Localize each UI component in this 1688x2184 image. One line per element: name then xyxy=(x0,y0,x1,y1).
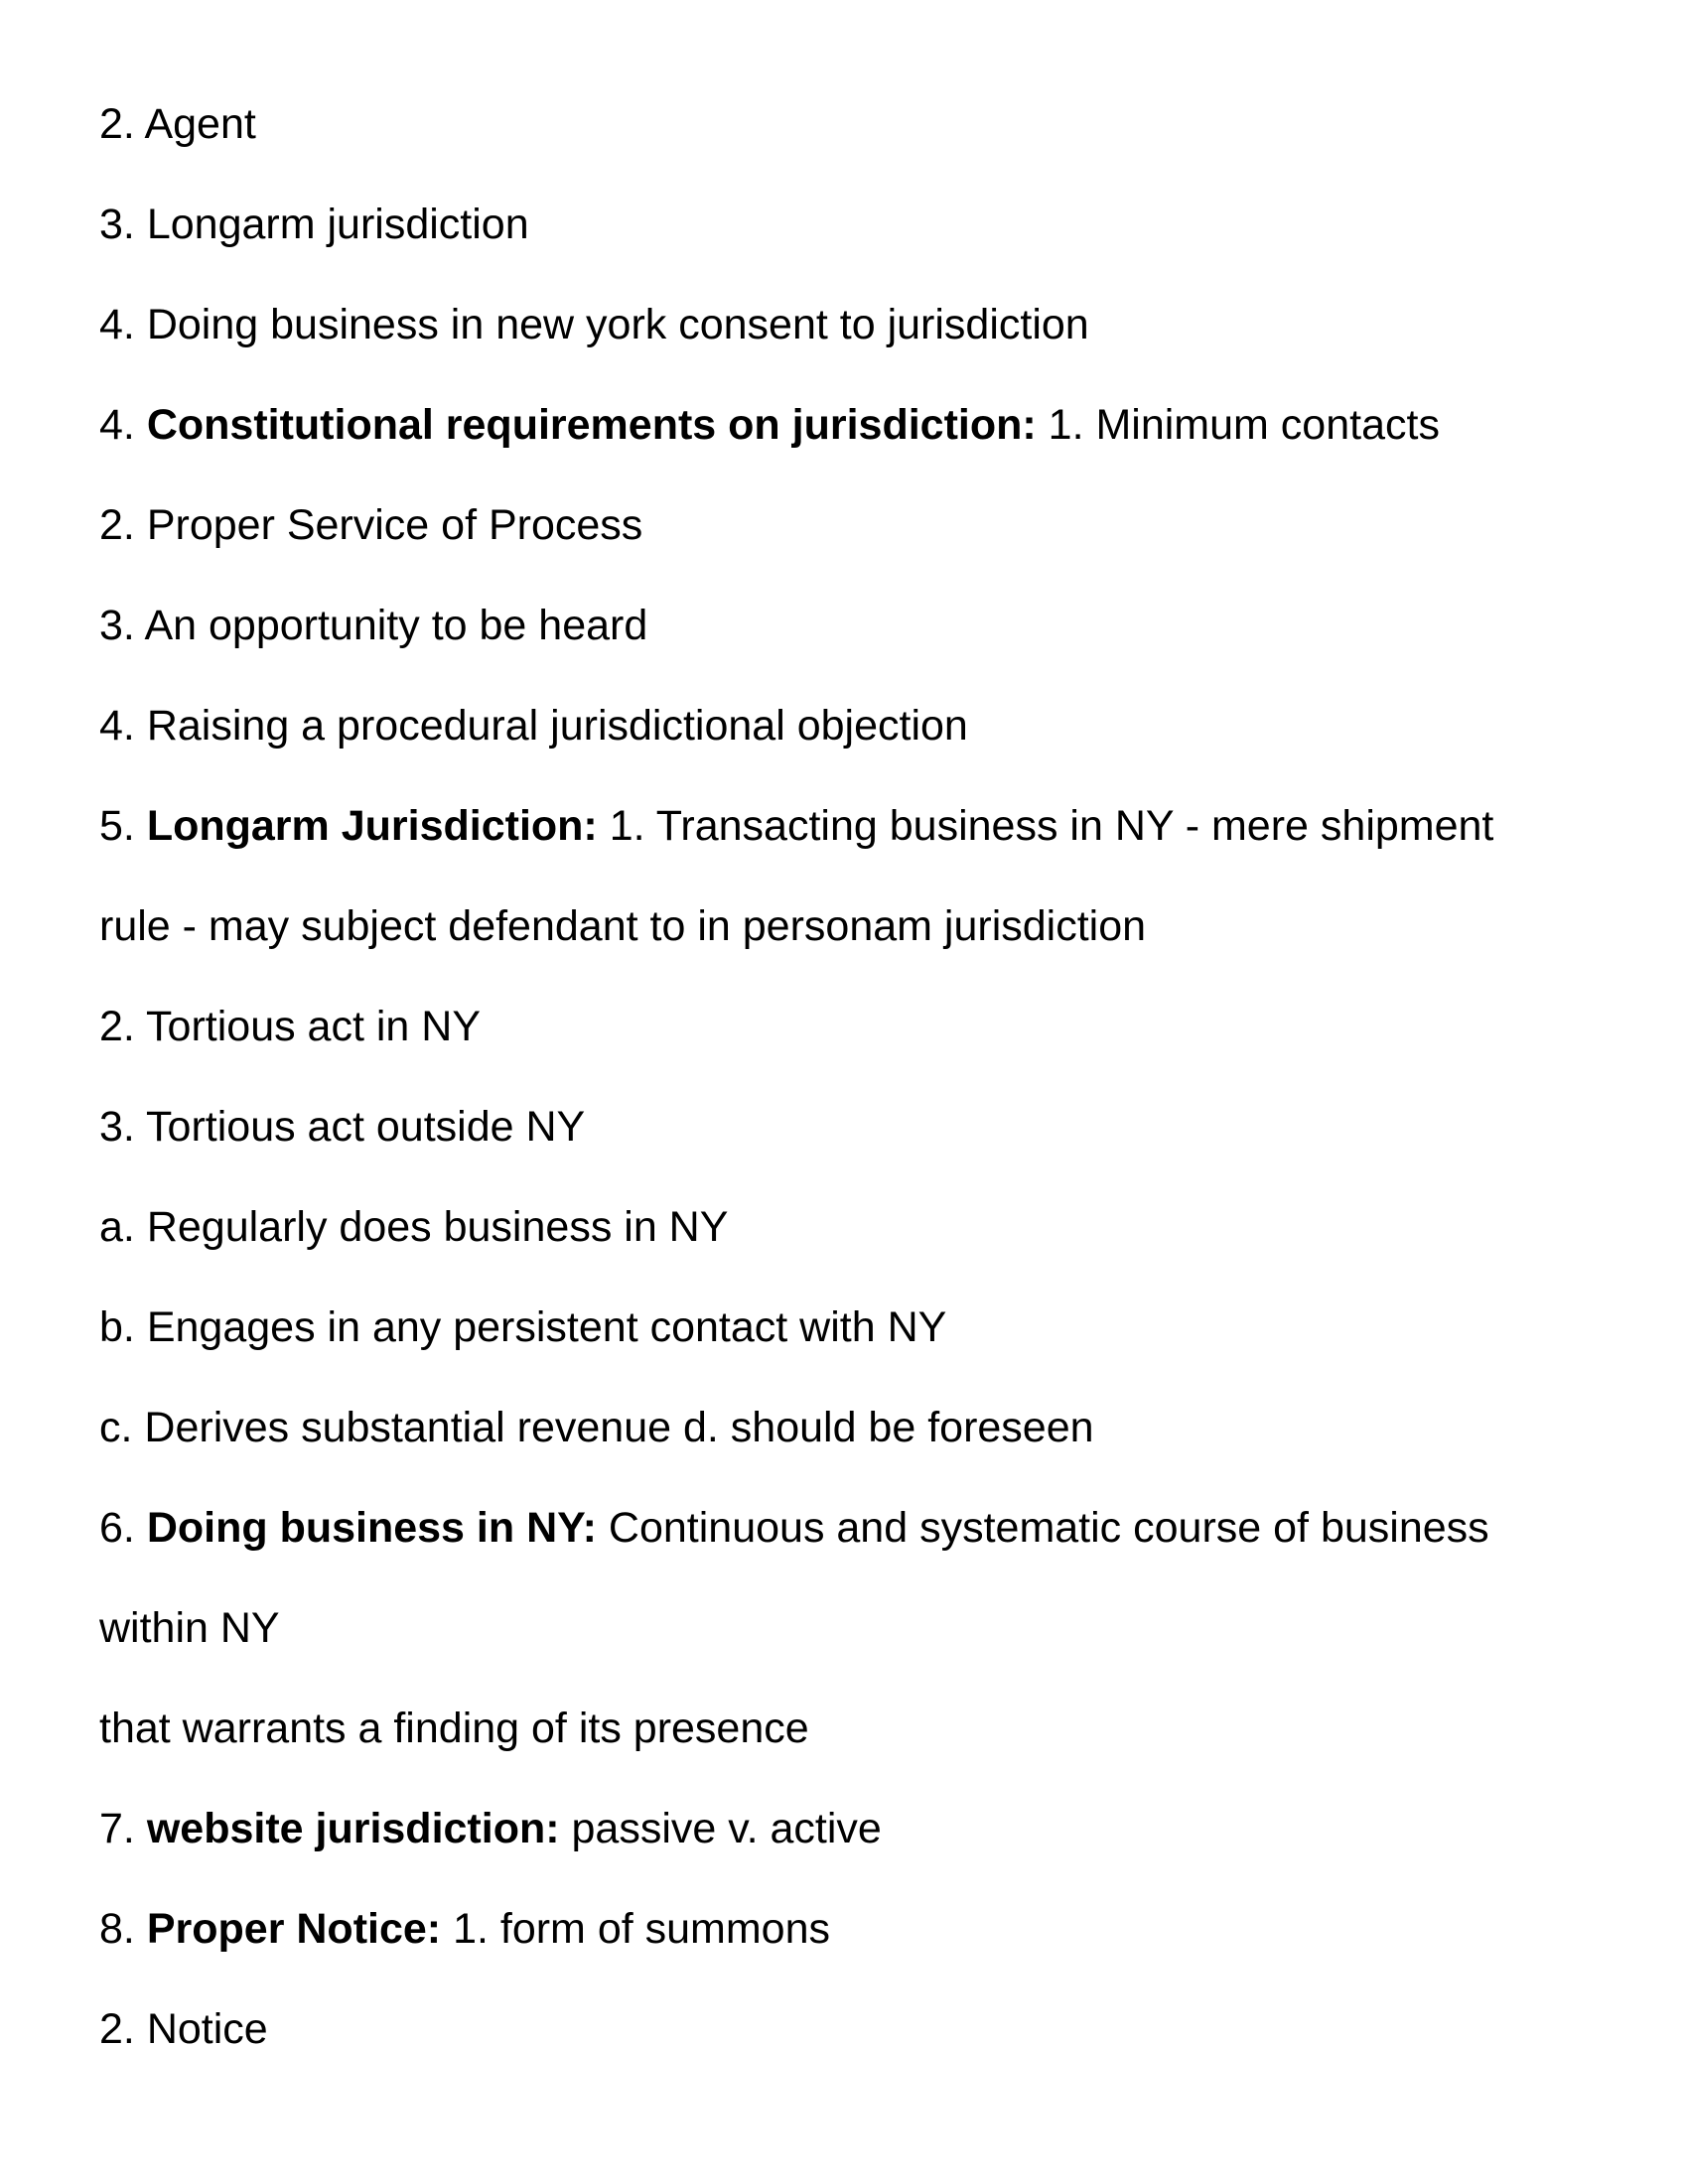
line-number: 3. xyxy=(99,602,135,649)
line-16 xyxy=(99,1602,280,1654)
line-text: Proper Service of Process xyxy=(146,501,643,549)
line-number: 7. xyxy=(99,1805,135,1852)
line-number: 2. xyxy=(99,2005,135,2053)
line-number: 4. xyxy=(99,301,135,348)
line-text: Agent xyxy=(144,100,256,148)
line-text: Derives substantial revenue d. should be foreseen xyxy=(144,1404,1094,1451)
line-text: 1. Minimum contacts xyxy=(1048,401,1440,449)
line-text: Tortious act outside NY xyxy=(146,1103,586,1151)
line-5 xyxy=(99,499,642,551)
line-text: Regularly does business in NY xyxy=(146,1203,729,1251)
line-12 xyxy=(99,1201,728,1253)
line-2 xyxy=(99,199,529,250)
line-number: 4. xyxy=(99,401,135,449)
line-9 xyxy=(99,900,1146,952)
line-4 xyxy=(99,399,1440,451)
line-11 xyxy=(99,1101,585,1153)
line-number: a. xyxy=(99,1203,135,1251)
line-14 xyxy=(99,1402,1094,1453)
line-text: Longarm jurisdiction xyxy=(146,201,529,248)
line-number: 2. xyxy=(99,1003,135,1050)
line-1 xyxy=(99,98,256,150)
line-15 xyxy=(99,1502,1489,1554)
line-text: Engages in any persistent contact with NY xyxy=(146,1303,947,1351)
line-number: 2. xyxy=(99,501,135,549)
line-13 xyxy=(99,1301,946,1353)
line-heading: Longarm Jurisdiction: xyxy=(146,802,598,850)
line-heading: Proper Notice: xyxy=(146,1905,442,1953)
line-text: An opportunity to be heard xyxy=(144,602,648,649)
line-heading: website jurisdiction: xyxy=(146,1805,560,1852)
line-text: 1. Transacting business in NY - mere shipment xyxy=(609,802,1494,850)
line-number: 5. xyxy=(99,802,135,850)
line-8 xyxy=(99,800,1493,852)
line-7 xyxy=(99,700,968,751)
line-number: b. xyxy=(99,1303,135,1351)
line-text: Doing business in new york consent to jurisdiction xyxy=(146,301,1089,348)
line-text: rule - may subject defendant to in personam jurisdiction xyxy=(99,902,1147,950)
line-text: Continuous and systematic course of business xyxy=(608,1504,1489,1552)
line-17 xyxy=(99,1703,809,1754)
line-text: passive v. active xyxy=(571,1805,882,1852)
line-6 xyxy=(99,600,647,651)
line-3 xyxy=(99,299,1089,350)
line-number: 6. xyxy=(99,1504,135,1552)
line-text: Raising a procedural jurisdictional objection xyxy=(146,702,968,750)
line-number: c. xyxy=(99,1404,133,1451)
line-number: 3. xyxy=(99,1103,135,1151)
line-19 xyxy=(99,1903,830,1955)
line-text: that warrants a finding of its presence xyxy=(99,1705,809,1752)
line-heading: Constitutional requirements on jurisdiction: xyxy=(146,401,1037,449)
line-18 xyxy=(99,1803,882,1854)
line-text: Tortious act in NY xyxy=(146,1003,482,1050)
line-number: 2. xyxy=(99,100,135,148)
line-number: 3. xyxy=(99,201,135,248)
line-heading: Doing business in NY: xyxy=(146,1504,597,1552)
line-text: Notice xyxy=(146,2005,268,2053)
line-20 xyxy=(99,2003,268,2055)
line-number: 4. xyxy=(99,702,135,750)
line-10 xyxy=(99,1001,481,1052)
line-text: 1. form of summons xyxy=(453,1905,831,1953)
line-text: within NY xyxy=(99,1604,280,1652)
line-number: 8. xyxy=(99,1905,135,1953)
